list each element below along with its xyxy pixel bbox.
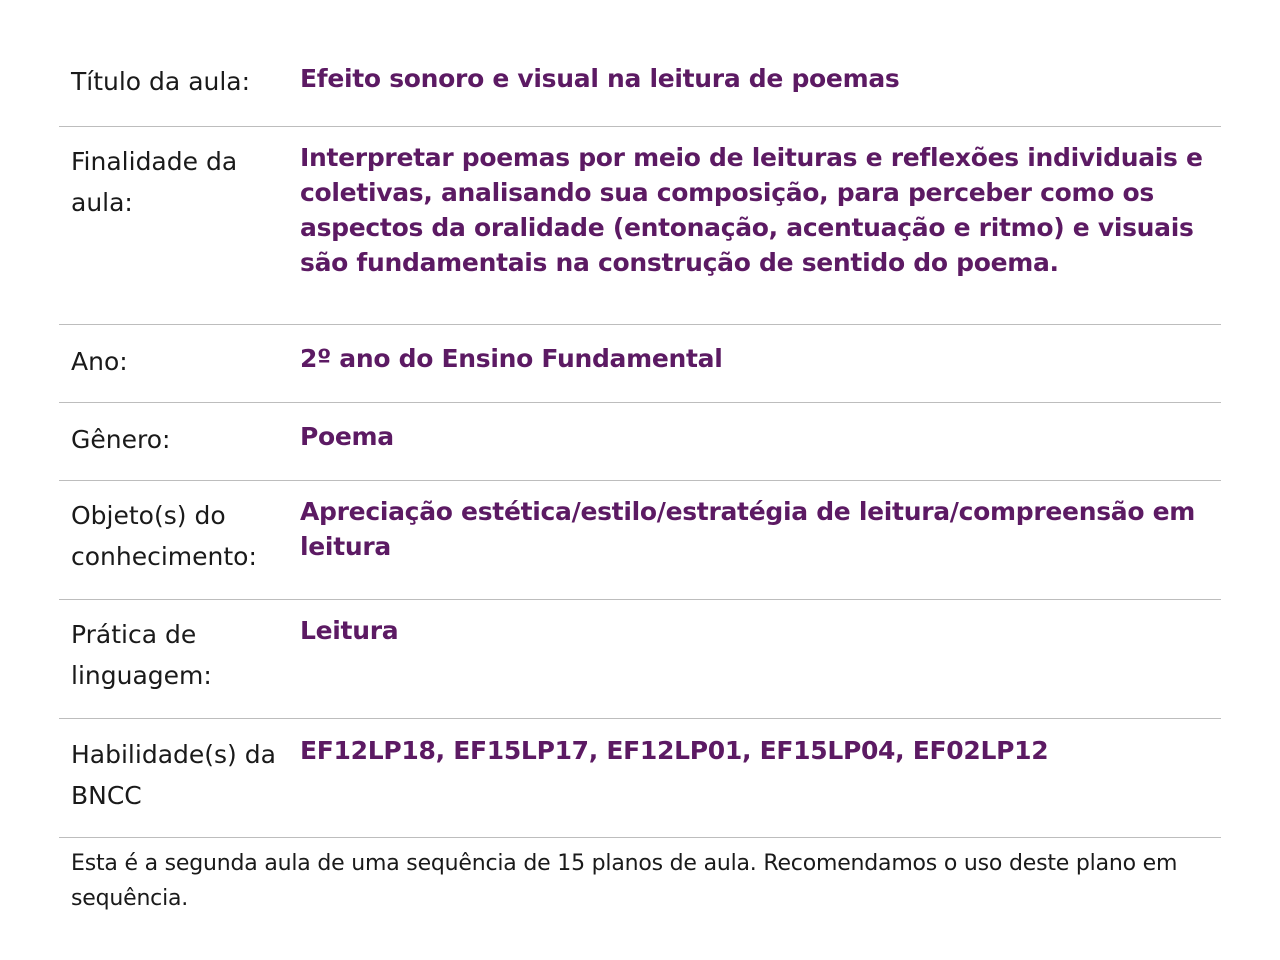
value-lesson-title: Efeito sonoro e visual na leitura de poemas bbox=[300, 64, 900, 93]
sequence-note: Esta é a segunda aula de uma sequência de 15 planos de aula. Recomendamos o uso deste plano em sequência. bbox=[71, 851, 1178, 911]
value-knowledge-objects: Apreciação estética/estilo/estratégia de leitura/compreensão em leitura bbox=[300, 497, 1196, 561]
label-language-practice: Prática de linguagem: bbox=[71, 620, 212, 690]
value-bncc-skills: EF12LP18, EF15LP17, EF12LP01, EF15LP04, EF02LP12 bbox=[300, 736, 1049, 765]
value-language-practice: Leitura bbox=[300, 616, 399, 645]
value-lesson-purpose: Interpretar poemas por meio de leituras e reflexões individuais e coletivas, analisando sua composição, para perceber como os aspectos da oralidade (entonação, acentuação e ritmo) e visuais são fundamentais na construção de sentido do poema. bbox=[300, 143, 1203, 277]
label-knowledge-objects: Objeto(s) do conhecimento: bbox=[71, 501, 257, 571]
row-school-year bbox=[59, 325, 1221, 403]
label-bncc-skills: Habilidade(s) da BNCC bbox=[71, 740, 276, 810]
row-lesson-title bbox=[59, 46, 1221, 127]
row-knowledge-objects bbox=[59, 481, 1221, 600]
row-language-practice bbox=[59, 600, 1221, 719]
row-bncc-skills bbox=[59, 719, 1221, 838]
label-genre: Gênero: bbox=[71, 425, 171, 454]
value-school-year: 2º ano do Ensino Fundamental bbox=[300, 344, 723, 373]
value-genre: Poema bbox=[300, 422, 394, 451]
row-lesson-purpose bbox=[59, 127, 1221, 325]
row-genre bbox=[59, 403, 1221, 481]
label-lesson-title: Título da aula: bbox=[71, 67, 251, 96]
label-school-year: Ano: bbox=[71, 347, 128, 376]
label-lesson-purpose: Finalidade da aula: bbox=[71, 147, 238, 217]
lesson-info-table bbox=[59, 46, 1221, 838]
